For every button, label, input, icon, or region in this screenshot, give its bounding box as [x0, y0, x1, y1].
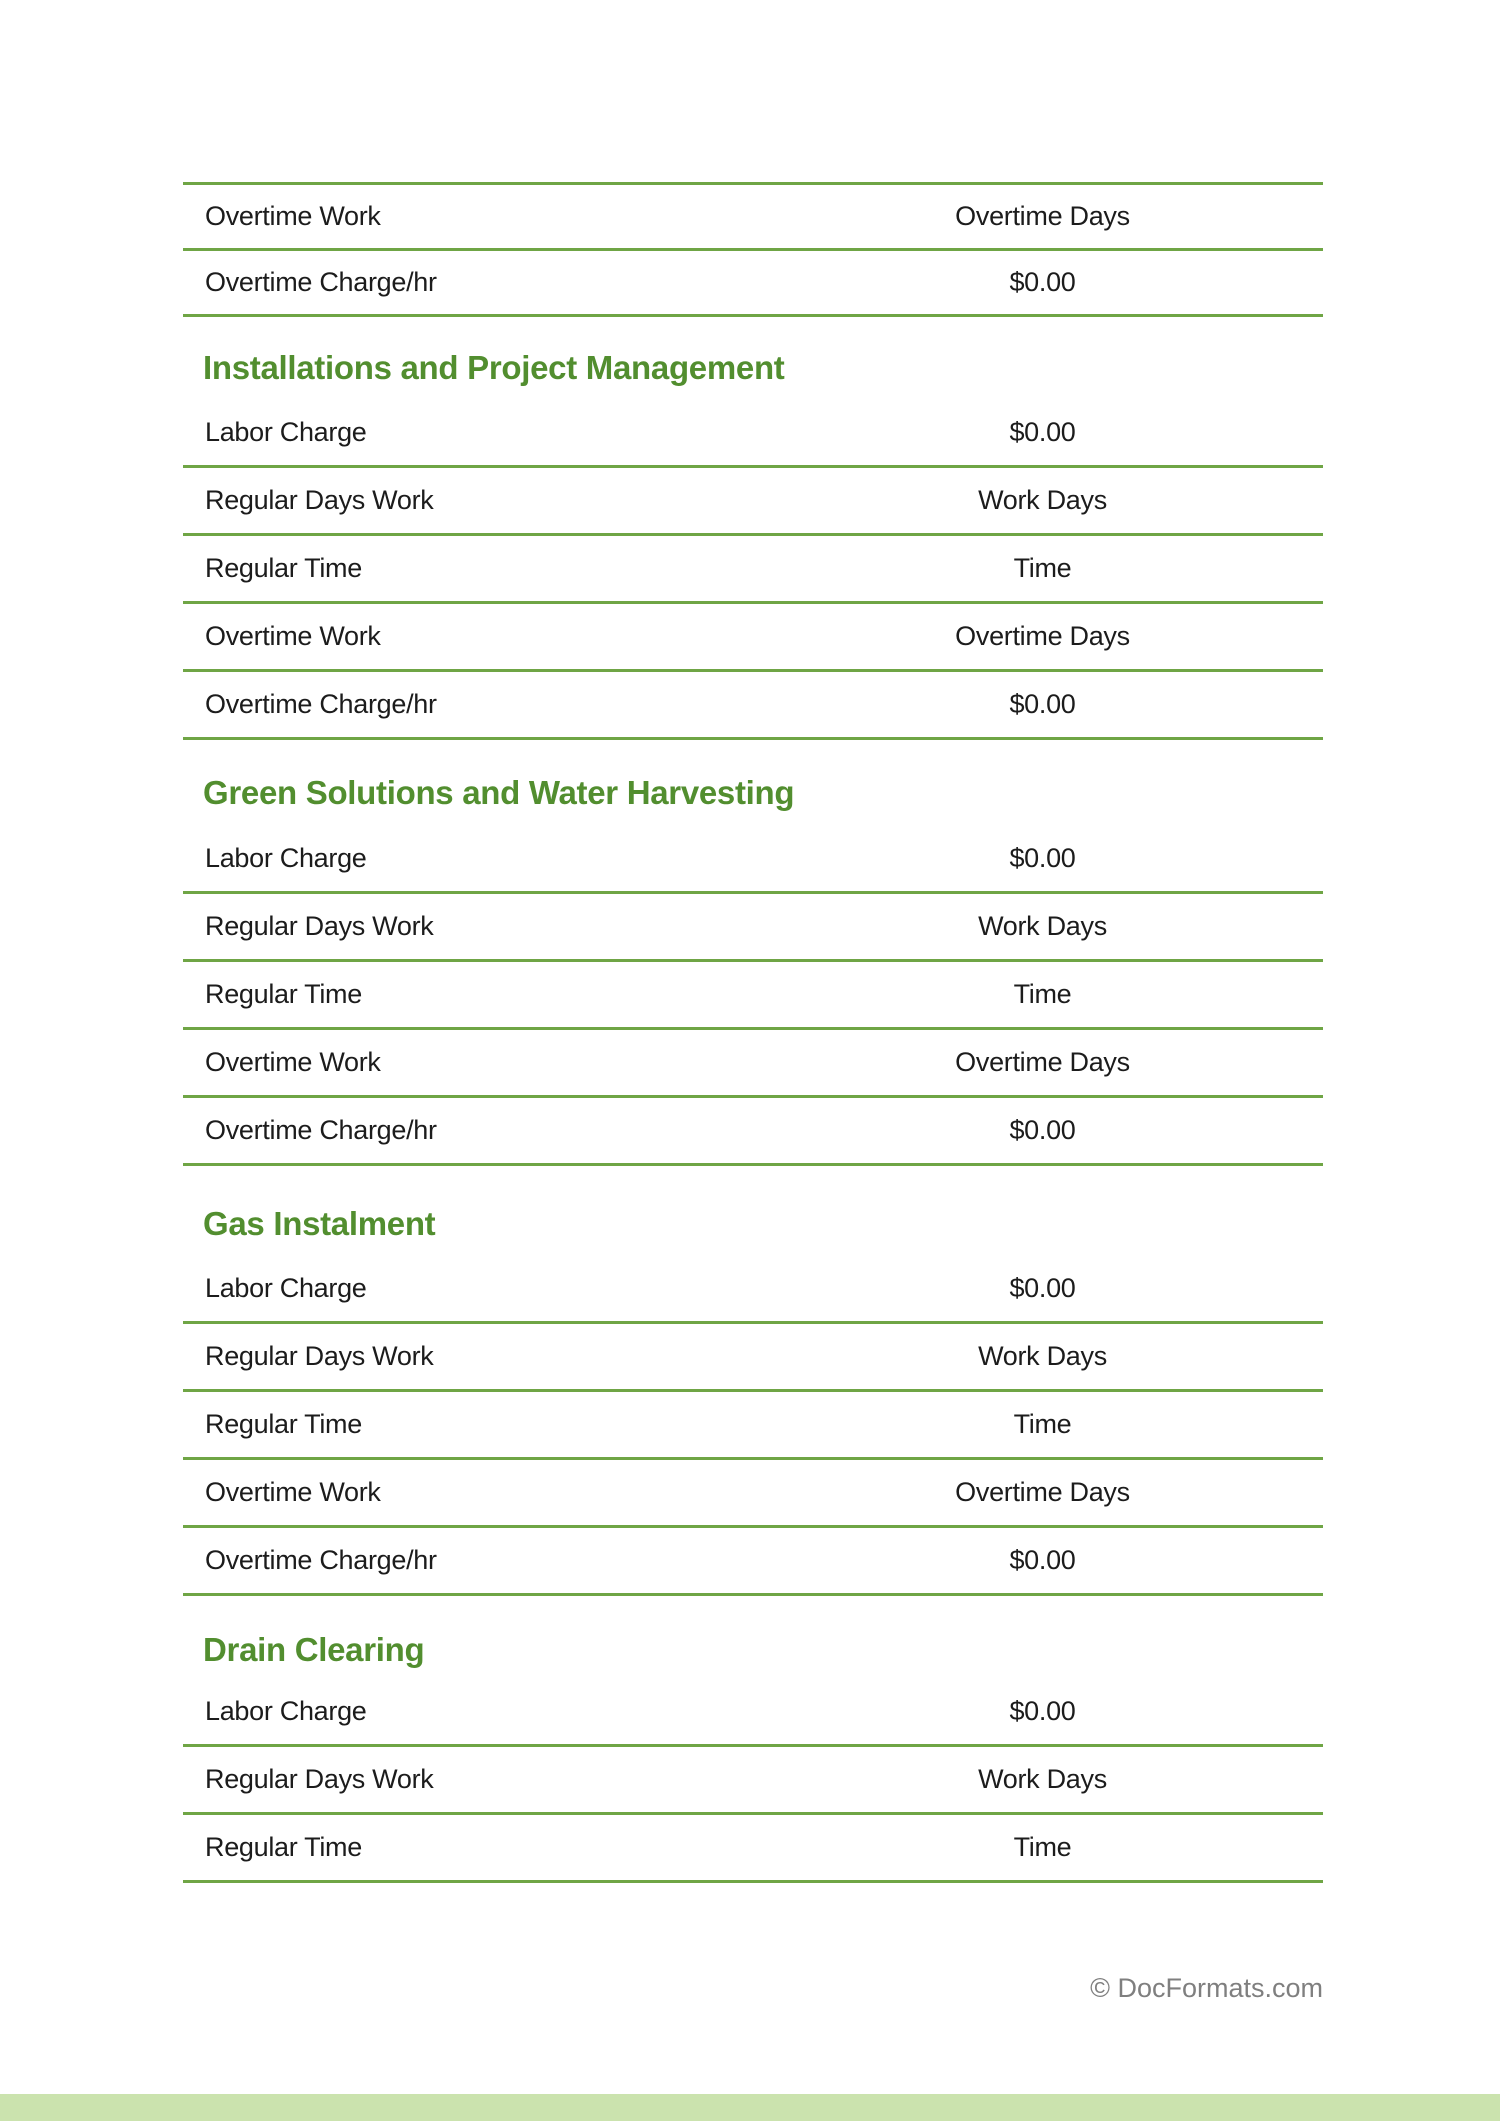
row-label: Regular Days Work	[205, 1341, 434, 1371]
table-row	[183, 251, 1323, 317]
row-value: Time	[1013, 1409, 1072, 1439]
row-value: $0.00	[1009, 1545, 1076, 1575]
table-row	[183, 962, 1323, 1030]
row-label: Regular Time	[205, 1409, 362, 1439]
row-label: Overtime Charge/hr	[205, 1545, 437, 1575]
table-row	[183, 1256, 1323, 1324]
row-label: Overtime Work	[205, 201, 381, 231]
table-row	[183, 1815, 1323, 1883]
row-label: Regular Days Work	[205, 485, 434, 515]
row-value: Overtime Days	[955, 621, 1130, 651]
price-table-installations	[183, 400, 1323, 740]
section-heading-gas-instalment: Gas Instalment	[203, 1205, 436, 1242]
price-table-gas-instalment	[183, 1256, 1323, 1596]
row-label: Overtime Charge/hr	[205, 267, 437, 297]
row-value: Work Days	[978, 911, 1107, 941]
row-value: $0.00	[1009, 1273, 1076, 1303]
section-heading-green-solutions: Green Solutions and Water Harvesting	[203, 774, 795, 811]
row-label: Overtime Charge/hr	[205, 689, 437, 719]
row-value: $0.00	[1009, 843, 1076, 873]
price-table-green-solutions	[183, 826, 1323, 1166]
row-label: Overtime Charge/hr	[205, 1115, 437, 1145]
row-label: Labor Charge	[205, 1273, 367, 1303]
row-label: Regular Time	[205, 553, 362, 583]
row-label: Overtime Work	[205, 1047, 381, 1077]
table-row	[183, 400, 1323, 468]
table-row	[183, 468, 1323, 536]
row-value: Overtime Days	[955, 1477, 1130, 1507]
row-value: Work Days	[978, 485, 1107, 515]
row-value: $0.00	[1009, 1696, 1076, 1726]
price-table-continued	[183, 182, 1323, 317]
row-label: Labor Charge	[205, 417, 367, 447]
table-row	[183, 1528, 1323, 1596]
footer-credit: © DocFormats.com	[1090, 1973, 1323, 2003]
row-label: Overtime Work	[205, 621, 381, 651]
section-heading-installations: Installations and Project Management	[203, 349, 785, 386]
row-value: $0.00	[1009, 689, 1076, 719]
row-value: $0.00	[1009, 417, 1076, 447]
price-table-drain-clearing	[183, 1679, 1323, 1883]
row-value: Overtime Days	[955, 1047, 1130, 1077]
row-label: Regular Days Work	[205, 911, 434, 941]
section-heading-drain-clearing: Drain Clearing	[203, 1631, 425, 1668]
table-row	[183, 1679, 1323, 1747]
table-row	[183, 672, 1323, 740]
row-value: Overtime Days	[955, 201, 1130, 231]
row-value: Time	[1013, 979, 1072, 1009]
table-row	[183, 1392, 1323, 1460]
table-row	[183, 1030, 1323, 1098]
row-label: Regular Time	[205, 979, 362, 1009]
row-value: $0.00	[1009, 1115, 1076, 1145]
row-value: $0.00	[1009, 267, 1076, 297]
table-row	[183, 1460, 1323, 1528]
row-label: Regular Time	[205, 1832, 362, 1862]
table-row	[183, 1098, 1323, 1166]
table-row	[183, 1747, 1323, 1815]
row-label: Labor Charge	[205, 1696, 367, 1726]
table-row	[183, 536, 1323, 604]
table-row	[183, 894, 1323, 962]
row-value: Time	[1013, 1832, 1072, 1862]
table-row	[183, 604, 1323, 672]
row-label: Regular Days Work	[205, 1764, 434, 1794]
bottom-accent-bar	[0, 2094, 1500, 2121]
table-row	[183, 185, 1323, 251]
table-row	[183, 826, 1323, 894]
row-value: Work Days	[978, 1764, 1107, 1794]
row-label: Labor Charge	[205, 843, 367, 873]
table-row	[183, 1324, 1323, 1392]
row-label: Overtime Work	[205, 1477, 381, 1507]
row-value: Work Days	[978, 1341, 1107, 1371]
row-value: Time	[1013, 553, 1072, 583]
